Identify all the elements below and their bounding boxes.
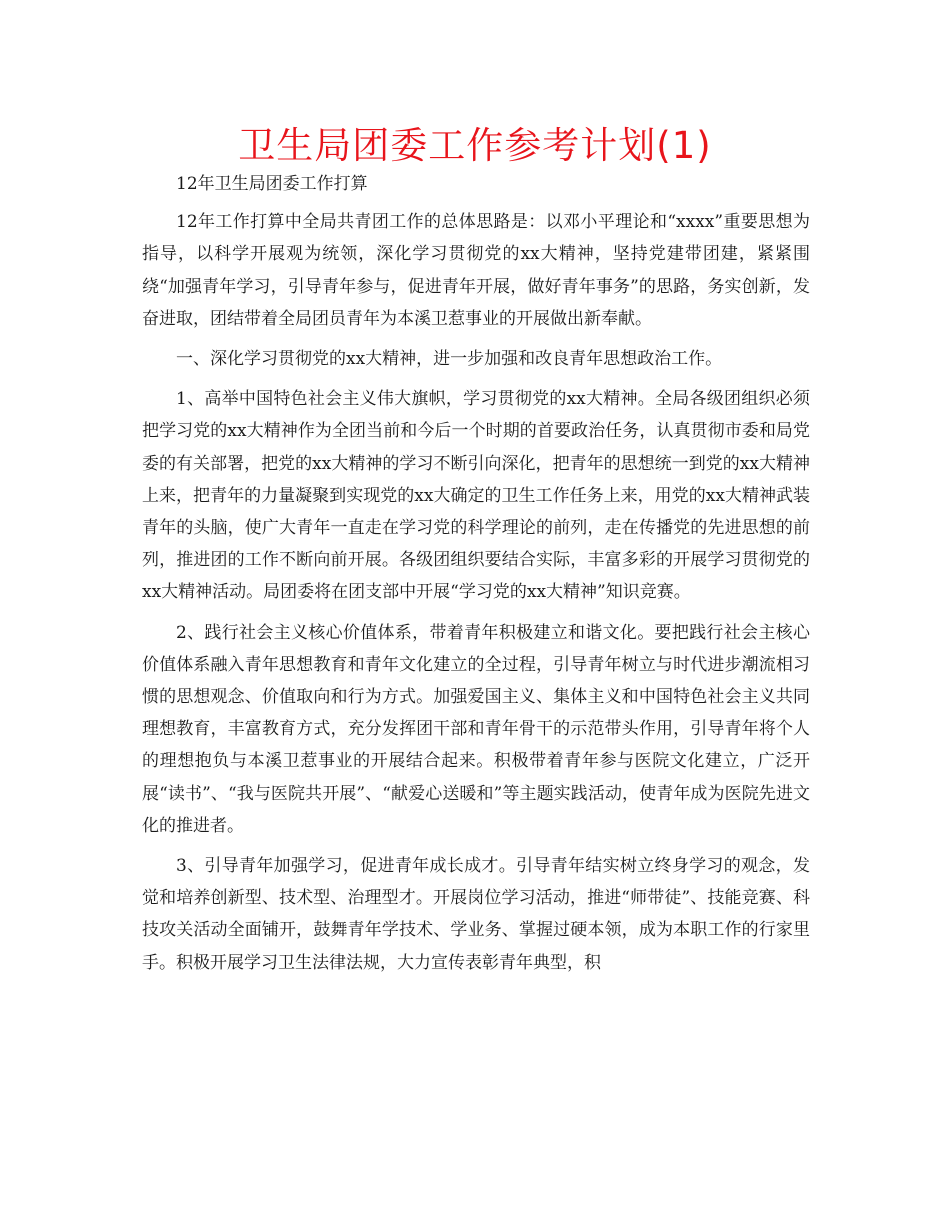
- document-body: [142, 168, 810, 987]
- document-title: 卫生局团委工作参考计划(1): [238, 124, 712, 167]
- paragraph-item-3: 3、引导青年加强学习，促进青年成长成才。引导青年结实树立终身学习的观念，发觉和培养创新型、技术型、治理型才。开展岗位学习活动，推进“师带徒”、技能竞赛、科技攻关活动全面铺开，鼓舞青年学技术、学业务、掌握过硬本领，成为本职工作的行家里手。积极开展学习卫生法律法规，大力宣传表彰青年典型，积: [142, 856, 810, 973]
- paragraph-item-1: 1、高举中国特色社会主义伟大旗帜，学习贯彻党的xx大精神。全局各级团组织必须把学习党的xx大精神作为全团当前和今后一个时期的首要政治任务，认真贯彻市委和局党委的有关部署，把党的xx大精神的学习不断引向深化，把青年的思想统一到党的xx大精神上来，把青年的力量凝聚到实现党的xx大确定的卫生工作任务上来，用党的xx大精神武装青年的头脑，使广大青年一直走在学习党的科学理论的前列，走在传播党的先进思想的前列，推进团的工作不断向前开展。各级团组织要结合实际，丰富多彩的开展学习贯彻党的xx大精神活动。局团委将在团支部中开展“学习党的xx大精神”知识竞赛。: [142, 389, 810, 603]
- paragraph-item-2: 2、践行社会主义核心价值体系，带着青年积极建立和谐文化。要把践行社会主核心价值体系融入青年思想教育和青年文化建立的全过程，引导青年树立与时代进步潮流相习惯的思想观念、价值取向和行为方式。加强爱国主义、集体主义和中国特色社会主义共同理想教育，丰富教育方式，充分发挥团干部和青年骨干的示范带头作用，引导青年将个人的理想抱负与本溪卫惹事业的开展结合起来。积极带着青年参与医院文化建立，广泛开展“读书”、“我与医院共开展”、“献爱心送暖和”等主题实践活动，使青年成为医院先进文化的推进者。: [142, 622, 810, 836]
- plan-subtitle: 12年卫生局团委工作打算: [176, 174, 368, 194]
- paragraph-overall-approach: 12年工作打算中全局共青团工作的总体思路是：以邓小平理论和“xxxx”重要思想为指导，以科学开展观为统领，深化学习贯彻党的xx大精神，坚持党建带团建，紧紧围绕“加强青年学习，引导青年参与，促进青年开展，做好青年事务”的思路，务实创新，发奋进取，团结带着全局团员青年为本溪卫惹事业的开展做出新奉献。: [142, 212, 810, 329]
- section-heading-1: 一、深化学习贯彻党的xx大精神，进一步加强和改良青年思想政治工作。: [176, 349, 723, 370]
